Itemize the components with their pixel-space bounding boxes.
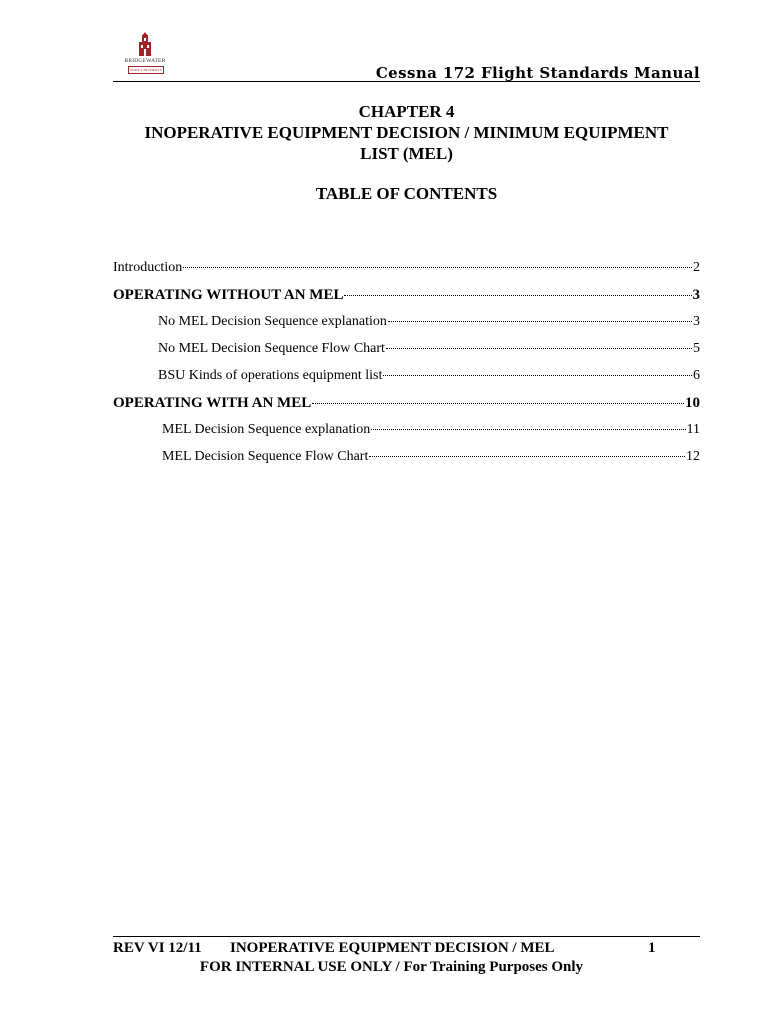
toc-entry-page: 11 [686,422,700,437]
toc-leader [388,321,692,322]
toc-entry-page: 3 [693,314,700,329]
toc-entry-label: No MEL Decision Sequence explanation [158,314,387,329]
toc-entry-operating-with-mel[interactable] [113,395,700,415]
toc-entry-no-mel-explanation[interactable] [158,314,700,334]
toc-entry-page: 3 [692,287,700,303]
toc-leader [344,295,691,296]
header-divider [113,81,700,82]
toc-leader [369,456,685,457]
footer-info [113,940,700,960]
toc-entry-no-mel-flow-chart[interactable] [158,341,700,361]
toc-entry-label: OPERATING WITH AN MEL [113,395,312,411]
toc-entry-page: 5 [693,341,700,356]
toc-entry-label: BSU Kinds of operations equipment list [158,368,383,383]
toc-entry-operating-without-mel[interactable] [113,287,700,307]
toc-entry-mel-explanation[interactable] [162,422,700,442]
toc-leader [183,267,692,268]
toc-entry-label: MEL Decision Sequence Flow Chart [162,449,369,464]
toc-entry-page: 12 [686,449,700,464]
footer-section-title: INOPERATIVE EQUIPMENT DECISION / MEL [230,940,555,956]
toc-leader [371,429,685,430]
tower-logo-icon [137,32,153,56]
manual-title: Cessna 172 Flight Standards Manual [375,64,700,82]
logo-wordmark: BRIDGEWATER [124,58,166,64]
toc-entry-page: 2 [693,260,700,275]
toc-entry-page: 10 [685,395,700,411]
toc-leader [383,375,692,376]
chapter-title-line2: LIST (MEL) [360,144,453,163]
toc-heading: TABLE OF CONTENTS [315,184,498,203]
toc-entry-bsu-equipment-list[interactable] [158,368,700,388]
chapter-number: CHAPTER 4 [358,102,455,121]
toc-entry-mel-flow-chart[interactable] [162,449,700,469]
footer-divider [113,936,700,937]
footer-revision: REV VI 12/11 [113,940,202,956]
toc-entry-label: MEL Decision Sequence explanation [162,422,371,437]
toc-entry-introduction[interactable] [113,260,700,280]
chapter-title-line1: INOPERATIVE EQUIPMENT DECISION / MINIMUM EQUIPMENT [144,123,669,142]
footer-page-number: 1 [648,940,656,956]
toc-entry-label: Introduction [113,260,183,275]
toc-entry-label: OPERATING WITHOUT AN MEL [113,287,344,303]
footer-notice: FOR INTERNAL USE ONLY / For Training Purposes Only [199,959,584,975]
bridgewater-logo [118,32,172,76]
toc-leader [312,403,684,404]
toc-leader [386,348,692,349]
toc-entry-label: No MEL Decision Sequence Flow Chart [158,341,385,356]
logo-tagline: STATE UNIVERSITY [129,68,163,72]
toc-entry-page: 6 [693,368,700,383]
